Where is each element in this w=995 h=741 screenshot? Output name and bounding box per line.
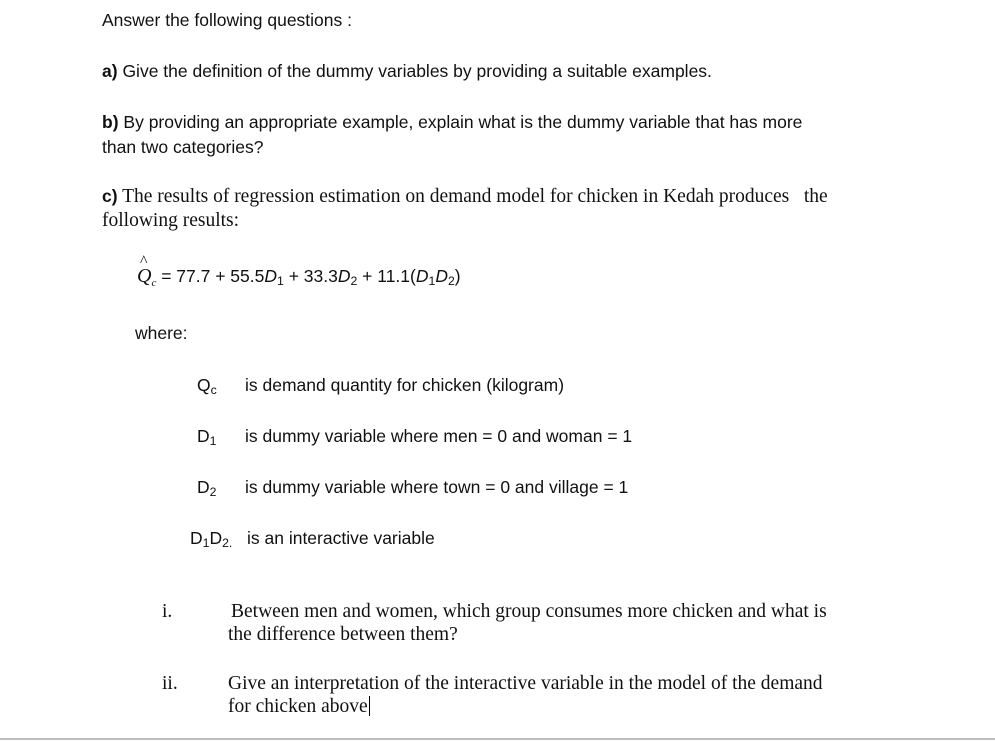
subquestion-i-line1: Between men and women, which group consumes more chicken and what is — [231, 601, 827, 622]
variable-qc-desc: is demand quantity for chicken (kilogram) — [245, 375, 565, 395]
variable-d1d2-desc: is an interactive variable — [247, 528, 435, 548]
heading: Answer the following questions : — [102, 10, 352, 30]
question-c-label: c) — [102, 186, 118, 206]
question-b-text: By providing an appropriate example, explain what is the dummy variable that has more — [123, 112, 803, 132]
question-a — [102, 61, 712, 82]
question-c-text: The results of regression estimation on demand model for chicken in Kedah produces the — [122, 186, 828, 207]
variable-d1-desc: is dummy variable where men = 0 and woman = 1 — [245, 426, 633, 446]
subquestion-ii-number: ii. — [162, 673, 178, 694]
question-c-line1 — [102, 186, 828, 208]
variable-d2: $D_2$ — [197, 477, 217, 500]
question-b-label: b) — [102, 112, 119, 132]
question-c-line2: following results: — [102, 210, 240, 231]
question-b-line2: than two categories? — [102, 137, 264, 157]
question-a-text: Give the definition of the dummy variables by providing a suitable examples. — [122, 61, 712, 81]
subquestion-i-line2: the difference between them? — [228, 624, 458, 645]
subquestion-ii-line2[interactable]: for chicken above — [228, 696, 368, 717]
question-a-label: a) — [102, 61, 118, 81]
page-bottom-border — [0, 738, 995, 740]
question-b-line1 — [102, 112, 802, 133]
subquestion-i-number: i. — [162, 601, 173, 622]
text-cursor — [369, 696, 370, 716]
variable-d2-desc: is dummy variable where town = 0 and village = 1 — [245, 477, 629, 497]
where-label: where: — [135, 323, 188, 343]
subquestion-ii-line1: Give an interpretation of the interactive variable in the model of the demand — [228, 673, 823, 694]
regression-equation: ^ $Qc = 77.7 + 55.5D_1 + 33.3D_2 + 11.1(D_1D_2)$ — [137, 253, 461, 289]
q-hat-symbol: ^ Qc — [137, 253, 157, 289]
variable-qc: $Q_c$ — [197, 375, 217, 398]
variable-d1: $D_1$ — [197, 426, 217, 449]
variable-d1d2: $D_1D_{2.}$ — [190, 528, 233, 551]
